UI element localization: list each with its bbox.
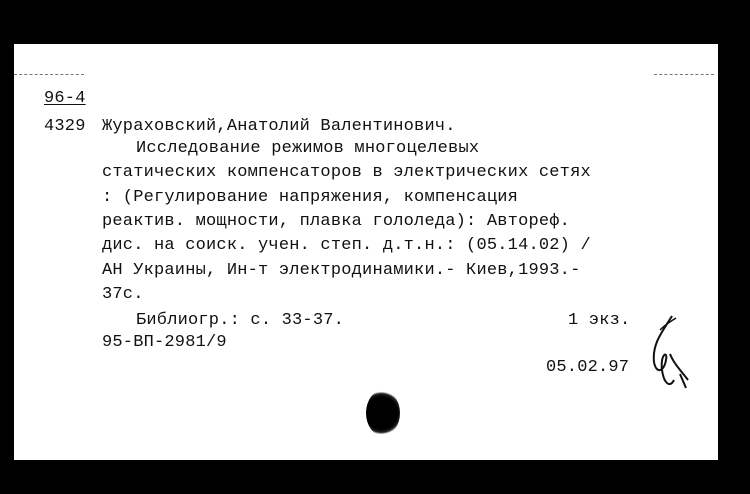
card-number: 4329 (44, 117, 86, 136)
shelf-mark: 96-4 (44, 89, 86, 108)
bibliography-note: Библиогр.: с. 33-37. (136, 311, 345, 330)
title-line: статических компенсаторов в электрических сетях (102, 163, 591, 182)
title-line: АН Украины, Ин-т электродинамики.- Киев,1993.- (102, 261, 581, 280)
registration-number: 95-ВП-2981/9 (102, 333, 227, 352)
top-dotted-line-right (654, 74, 714, 75)
copies-count: 1 экз. (568, 311, 631, 330)
title-line: дис. на соиск. учен. степ. д.т.н.: (05.14.02) / (102, 236, 591, 255)
title-line: Исследование режимов многоцелевых (136, 139, 480, 158)
handwritten-signature (640, 314, 700, 394)
title-line: реактив. мощности, плавка гололеда): Автореф. (102, 212, 571, 231)
punch-hole (366, 390, 400, 436)
catalog-card (14, 44, 718, 460)
author-heading: Жураховский,Анатолий Валентинович. (102, 117, 456, 136)
title-line: 37с. (102, 285, 144, 304)
date-stamp: 05.02.97 (546, 358, 630, 377)
title-line: : (Регулирование напряжения, компенсация (102, 188, 519, 207)
top-dotted-line (14, 74, 84, 75)
